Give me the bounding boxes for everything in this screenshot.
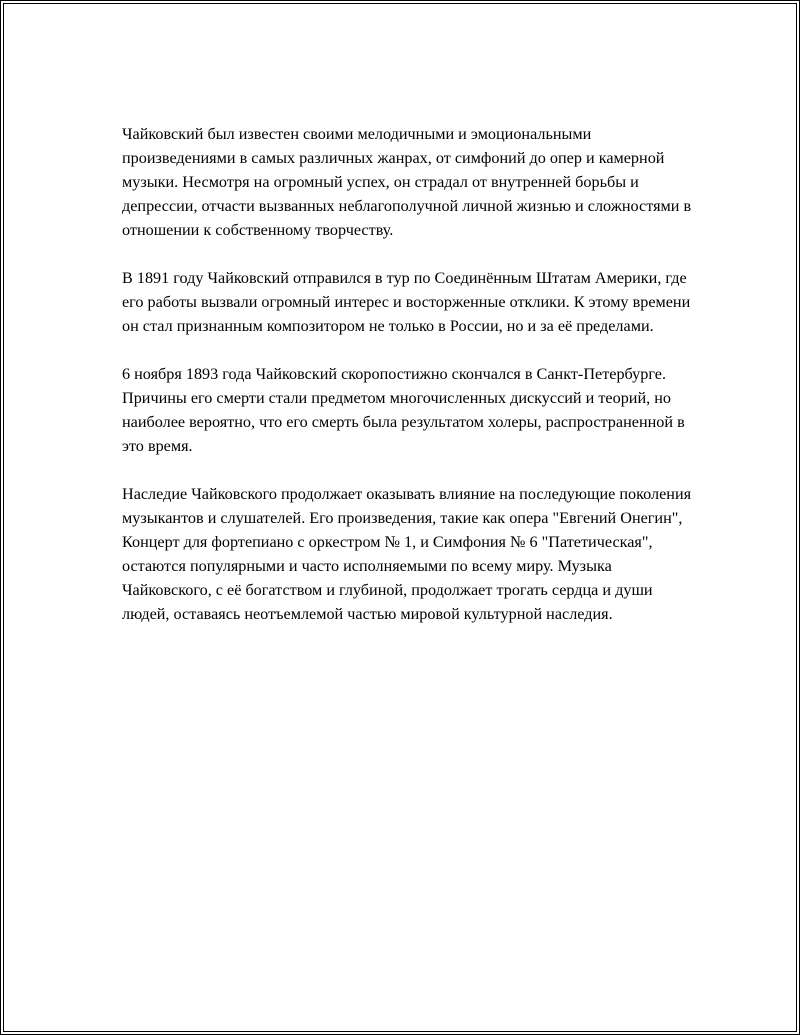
paragraph-3: 6 ноября 1893 года Чайковский скоропостижно скончался в Санкт-Петербурге. Причины его смерти стали предметом многочисленных дискуссий и теорий, но наиболее вероятно, что его смерть была результатом холеры, распространенной в это время. xyxy=(122,365,685,455)
paragraph-1: Чайковский был известен своими мелодичными и эмоциональными произведениями в самых различных жанрах, от симфоний до опер и камерной музыки. Несмотря на огромный успех, он страдал от внутренней борьбы и депрессии, отчасти вызванных неблагополучной личной жизнью и сложностями в отношении к собственному творчеству. xyxy=(122,125,692,239)
paragraph-2: В 1891 году Чайковский отправился в тур по Соединённым Штатам Америки, где его работы вызвали огромный интерес и восторженные отклики. К этому времени он стал признанным композитором не только в России, но и за её пределами. xyxy=(122,269,691,335)
paragraph-4: Наследие Чайковского продолжает оказывать влияние на последующие поколения музыкантов и слушателей. Его произведения, такие как опера "Евгений Онегин", Концерт для фортепиано с оркестром № 1, и Симфония № 6 "Патетическая", остаются популярными и часто исполняемыми по всему миру. Музыка Чайковского, с её богатством и глубиной, продолжает трогать сердца и души людей, оставаясь неотъемлемой частью мировой культурной наследия. xyxy=(122,485,692,623)
document-body xyxy=(122,122,702,650)
